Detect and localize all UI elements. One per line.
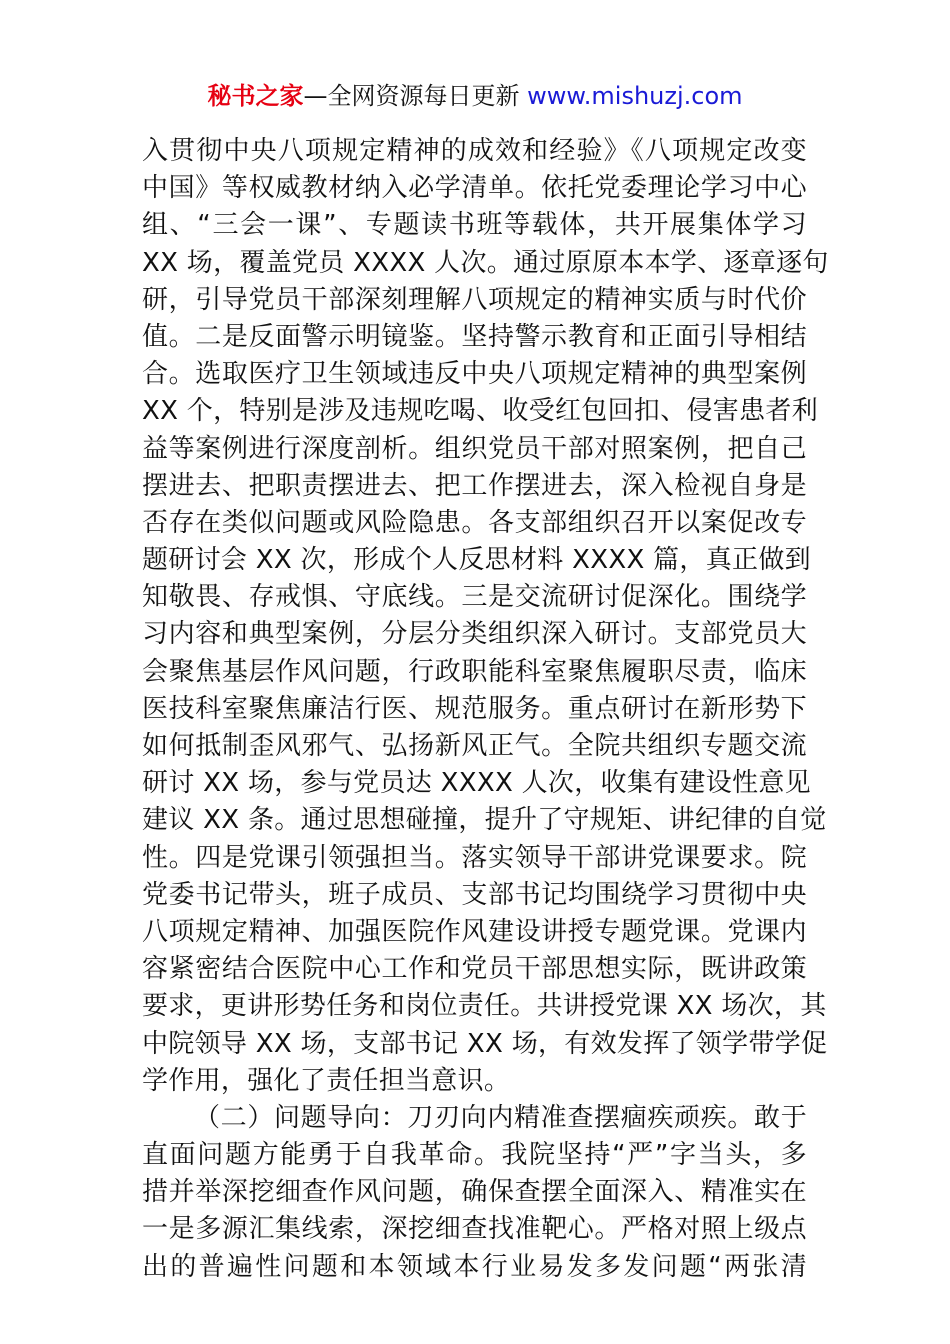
text-line: 建议 XX 条。通过思想碰撞，提升了守规矩、讲纪律的自觉 <box>142 805 827 836</box>
page-header <box>0 80 950 112</box>
text-line: 研，引导党员干部深刻理解八项规定的精神实质与时代价 <box>142 284 807 315</box>
text-line: 否存在类似问题或风险隐患。各支部组织召开以案促改专 <box>142 507 807 538</box>
text-line: 值。二是反面警示明镜鉴。坚持警示教育和正面引导相结 <box>142 321 807 352</box>
text-line: 知敬畏、存戒惧、守底线。三是交流研讨促深化。围绕学 <box>142 582 807 613</box>
text-line: 合。选取医疗卫生领域违反中央八项规定精神的典型案例 <box>142 359 807 390</box>
paragraph-end-line: 学作用，强化了责任担当意识。 <box>142 1065 511 1096</box>
text-line: 摆进去、把职责摆进去、把工作摆进去，深入检视自身是 <box>142 470 807 501</box>
text-line: 措并举深挖细查作风问题，确保查摆全面深入、精准实在 <box>142 1177 807 1208</box>
body-text <box>142 133 829 1286</box>
text-line: 医技科室聚焦廉洁行医、规范服务。重点研讨在新形势下 <box>142 693 807 724</box>
text-line: 会聚焦基层作风问题，行政职能科室聚焦履职尽责，临床 <box>142 656 807 687</box>
text-line: XX 场，覆盖党员 XXXX 人次。通过原原本本学、逐章逐句 <box>142 247 829 278</box>
text-line: 益等案例进行深度剖析。组织党员干部对照案例，把自己 <box>142 433 807 464</box>
text-line: 出的普遍性问题和本领域本行业易发多发问题“两张清 <box>142 1251 807 1282</box>
text-line: 组、“三会一课”、专题读书班等载体，共开展集体学习 <box>142 210 807 241</box>
section-heading-line: （二）问题导向：刀刃向内精准查摆痼疾顽疾。敢于 <box>194 1102 807 1133</box>
text-line: 题研讨会 XX 次，形成个人反思材料 XXXX 篇，真正做到 <box>142 545 811 576</box>
text-line: 性。四是党课引领强担当。落实领导干部讲党课要求。院 <box>142 842 807 873</box>
text-line: 中院领导 XX 场，支部书记 XX 场，有效发挥了领学带学促 <box>142 1028 828 1059</box>
text-line: 党委书记带头，班子成员、支部书记均围绕学习贯彻中央 <box>142 879 807 910</box>
text-line: 如何抵制歪风邪气、弘扬新风正气。全院共组织专题交流 <box>142 731 807 761</box>
text-line: XX 个，特别是涉及违规吃喝、收受红包回扣、侵害患者利 <box>142 396 818 427</box>
text-line: 入贯彻中央八项规定精神的成效和经验》《八项规定改变 <box>142 136 807 166</box>
text-line: 一是多源汇集线索，深挖细查找准靶心。严格对照上级点 <box>142 1214 807 1245</box>
text-line: 习内容和典型案例，分层分类组织深入研讨。支部党员大 <box>142 619 807 650</box>
text-line: 研讨 XX 场，参与党员达 XXXX 人次，收集有建设性意见 <box>142 768 811 799</box>
text-line: 要求，更讲形势任务和岗位责任。共讲授党课 XX 场次，其 <box>142 991 827 1022</box>
site-url[interactable]: www.mishuzj.com <box>527 82 743 110</box>
text-line: 容紧密结合医院中心工作和党员干部思想实际，既讲政策 <box>142 954 807 985</box>
text-line: 八项规定精神、加强医院作风建设讲授专题党课。党课内 <box>142 916 807 947</box>
text-line: 直面问题方能勇于自我革命。我院坚持“严”字当头，多 <box>142 1140 807 1171</box>
header-tagline: —全网资源每日更新 <box>303 82 520 110</box>
text-line: 中国》等权威教材纳入必学清单。依托党委理论学习中心 <box>142 173 807 204</box>
brand-name: 秘书之家 <box>207 82 304 110</box>
